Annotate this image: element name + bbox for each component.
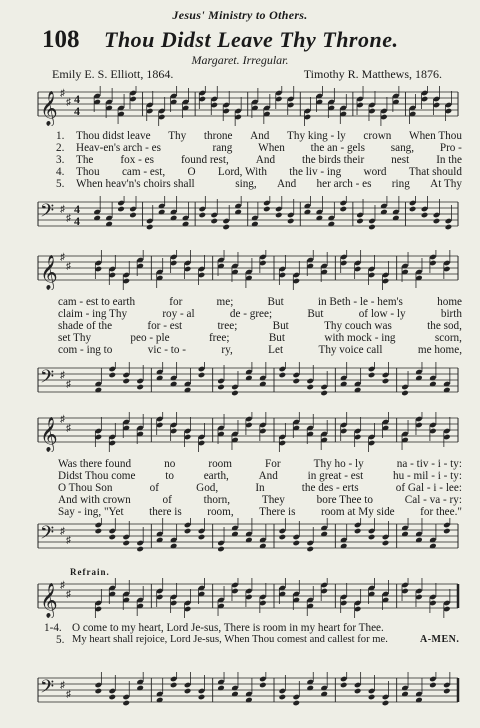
note-head xyxy=(136,384,144,391)
note-head xyxy=(109,372,117,379)
lyric-syllable-group: roy - al xyxy=(162,308,195,320)
sharp-icon: ♯ xyxy=(66,535,71,546)
lyric-syllable-group: tree; xyxy=(217,320,238,332)
lyric-syllable-group: me; xyxy=(216,296,234,308)
lyric-syllable-group: Didst Thou come xyxy=(58,470,136,482)
lyric-syllable-group: hu - mil - i - ty: xyxy=(392,470,462,482)
lyric-syllable-group: cam - est to earth xyxy=(58,296,136,308)
note-head xyxy=(95,688,103,695)
lyric-line xyxy=(58,458,462,470)
lyric-syllable-group: ry, xyxy=(221,344,233,356)
note-head xyxy=(306,546,314,553)
lyric-syllable-group: de - gree; xyxy=(229,308,273,320)
lyric-syllable-group: for xyxy=(169,296,183,308)
note-head xyxy=(368,224,376,231)
note-head xyxy=(340,682,348,689)
refrain-line-2-number: 5. xyxy=(56,634,65,646)
note-head xyxy=(210,218,218,225)
note-head xyxy=(199,212,207,219)
lyric-syllable-group: That should xyxy=(408,166,462,178)
note-head xyxy=(170,682,178,689)
lyric-syllable-group: There is xyxy=(259,506,296,518)
lyric-syllable-group: But xyxy=(268,332,285,344)
refrain-line-2: My heart shall rejoice, Lord Je-sus, When Thou comest and callest for me. xyxy=(72,634,388,645)
bass-staff-1 xyxy=(0,196,480,236)
lyric-syllable-group: the liv - ing xyxy=(289,166,342,178)
verse-number: 2. xyxy=(56,142,65,154)
treble-clef-icon: 𝄞 xyxy=(40,584,58,617)
lyric-syllable-group: of Gal - i - lee: xyxy=(395,482,462,494)
lyric-line xyxy=(58,506,462,518)
lyric-syllable-group: birth xyxy=(440,308,462,320)
sharp-icon: ♯ xyxy=(66,589,71,600)
note-head xyxy=(340,206,348,213)
lyric-syllable-group: The xyxy=(76,154,94,166)
bass-clef-icon: 𝄢 xyxy=(40,366,55,391)
lyric-syllable-group: sang, xyxy=(390,142,415,154)
note-head xyxy=(429,682,437,689)
note-head xyxy=(198,694,206,701)
lyric-syllable-group: Cal - va - ry: xyxy=(404,494,462,506)
note-head xyxy=(293,540,301,547)
lyric-syllable-group: thorn, xyxy=(203,494,231,506)
lyric-syllable-group: scorn, xyxy=(434,332,462,344)
composer-credit: Timothy R. Matthews, 1876. xyxy=(303,67,442,81)
lyric-syllable-group: there is xyxy=(149,506,182,518)
lyric-line xyxy=(58,308,462,320)
lyric-syllable-group: rang xyxy=(212,142,233,154)
sharp-icon: ♯ xyxy=(66,423,71,434)
sharp-icon: ♯ xyxy=(60,252,65,263)
note-head xyxy=(117,206,125,213)
lyric-syllable-group: O xyxy=(187,166,196,178)
note-head xyxy=(356,218,364,225)
bass-staff-refrain xyxy=(0,672,480,712)
note-head xyxy=(129,212,137,219)
note-head xyxy=(198,534,206,541)
sharp-icon: ♯ xyxy=(60,204,65,215)
lyric-syllable-group: vic - to - xyxy=(147,344,186,356)
lyric-syllable-group: throne xyxy=(203,130,233,142)
lyric-syllable-group: But xyxy=(267,296,284,308)
lyric-syllable-group: God, xyxy=(196,482,219,494)
lyric-syllable-group: For xyxy=(265,458,281,470)
sharp-icon: ♯ xyxy=(66,213,71,224)
note-head xyxy=(401,390,409,397)
note-head xyxy=(382,700,390,707)
amen-label: A-MEN. xyxy=(420,634,460,645)
treble-staff-2 xyxy=(0,250,480,290)
note-head xyxy=(293,700,301,707)
sharp-icon: ♯ xyxy=(60,414,65,425)
note-head xyxy=(146,224,154,231)
sharp-icon: ♯ xyxy=(60,680,65,691)
time-signature: 4 xyxy=(74,92,80,106)
refrain-line-1-number: 1-4. xyxy=(44,622,62,634)
note-head xyxy=(382,378,390,385)
lyric-syllable-group: Thou didst leave xyxy=(76,130,151,142)
bass-clef-icon: 𝄢 xyxy=(40,676,55,701)
lyric-line xyxy=(58,154,462,166)
lyric-syllable-group: room xyxy=(208,458,232,470)
lyric-syllable-group: earth, xyxy=(203,470,229,482)
lyric-syllable-group: set Thy xyxy=(58,332,92,344)
tune-meter: Margaret. Irregular. xyxy=(191,53,289,67)
note-head xyxy=(368,694,376,701)
lyric-syllable-group: But xyxy=(307,308,324,320)
note-head xyxy=(320,390,328,397)
lyric-syllable-group: When xyxy=(258,142,285,154)
lyric-line xyxy=(58,344,462,356)
note-head xyxy=(368,372,376,379)
note-head xyxy=(279,534,287,541)
bass-staff-3 xyxy=(0,518,480,558)
lyric-line xyxy=(58,494,462,506)
note-head xyxy=(275,212,283,219)
lyric-syllable-group: of xyxy=(149,482,159,494)
lyric-syllable-group: But xyxy=(272,320,289,332)
treble-clef-icon: 𝄞 xyxy=(40,418,58,451)
author-credit: Emily E. S. Elliott, 1864. xyxy=(52,67,174,81)
lyric-line xyxy=(58,332,462,344)
note-head xyxy=(109,694,117,701)
verse-number: 5. xyxy=(56,178,65,190)
lyric-syllable-group: In xyxy=(255,482,265,494)
treble-staff-1 xyxy=(0,86,480,126)
lyric-syllable-group: for thee." xyxy=(420,506,462,518)
lyric-syllable-group: Lord, With xyxy=(217,166,267,178)
lyric-syllable-group: They xyxy=(261,494,285,506)
lyric-syllable-group: the des - erts xyxy=(301,482,359,494)
verse-number: 3. xyxy=(56,154,65,166)
lyric-syllable-group: And xyxy=(255,154,276,166)
note-head xyxy=(259,682,267,689)
lyric-syllable-group: And xyxy=(258,470,278,482)
lyric-syllable-group: room at My side xyxy=(320,506,395,518)
lyric-syllable-group: in Beth - le - hem's xyxy=(317,296,403,308)
lyric-syllable-group: for - est xyxy=(147,320,183,332)
note-head xyxy=(109,534,117,541)
lyric-syllable-group: the birds their xyxy=(302,154,365,166)
lyric-syllable-group: fox - es xyxy=(120,154,154,166)
note-head xyxy=(122,378,130,385)
note-head xyxy=(217,546,225,553)
lyric-syllable-group: of xyxy=(162,494,172,506)
lyric-syllable-group: of low - ly xyxy=(358,308,406,320)
note-head xyxy=(122,540,130,547)
lyric-syllable-group: cam - est, xyxy=(121,166,166,178)
lyric-syllable-group: Thy ho - ly xyxy=(313,458,364,470)
lyric-line xyxy=(58,142,462,154)
lyric-syllable-group: her arch - es xyxy=(316,178,372,190)
note-head xyxy=(95,528,103,535)
sharp-icon: ♯ xyxy=(66,689,71,700)
note-head xyxy=(443,688,451,695)
lyric-syllable-group: free; xyxy=(208,332,230,344)
lyric-syllable-group: When Thou xyxy=(409,130,462,142)
sharp-icon: ♯ xyxy=(66,261,71,272)
bass-clef-icon: 𝄢 xyxy=(40,200,55,225)
note-head xyxy=(354,528,362,535)
lyric-syllable-group: sing, xyxy=(235,178,257,190)
lyric-syllable-group: crown xyxy=(363,130,392,142)
note-head xyxy=(136,546,144,553)
lyric-syllable-group: ring xyxy=(391,178,410,190)
lyric-syllable-group: Thy couch was xyxy=(324,320,392,332)
note-head xyxy=(122,700,130,707)
running-head: Jesus' Ministry to Others. xyxy=(172,8,308,22)
note-head xyxy=(287,218,295,225)
note-head xyxy=(445,224,453,231)
verse-number: 4. xyxy=(56,166,65,178)
bass-staff-2 xyxy=(0,362,480,402)
lyric-syllable-group: bore Thee to xyxy=(316,494,373,506)
note-head xyxy=(382,540,390,547)
lyric-syllable-group: And xyxy=(276,178,297,190)
note-head xyxy=(184,688,192,695)
verse-number: 1. xyxy=(56,130,65,142)
lyric-syllable-group: Thy xyxy=(168,130,187,142)
note-head xyxy=(222,224,230,231)
lyric-syllable-group: word xyxy=(363,166,387,178)
refrain-line-1: O come to my heart, Lord Je-sus, There is room in my heart for Thee. xyxy=(72,622,384,634)
lyric-line xyxy=(58,296,462,308)
lyric-syllable-group: found rest, xyxy=(180,154,229,166)
note-head xyxy=(198,372,206,379)
time-signature: 4 xyxy=(74,202,80,216)
lyric-syllable-group: O Thou Son xyxy=(58,482,113,494)
lyric-syllable-group: with mock - ing xyxy=(324,332,396,344)
treble-staff-3 xyxy=(0,412,480,452)
lyric-syllable-group: peo - ple xyxy=(130,332,170,344)
note-head xyxy=(231,390,239,397)
refrain-label: Refrain. xyxy=(70,567,110,577)
lyric-syllable-group: shade of the xyxy=(58,320,113,332)
lyric-line xyxy=(58,130,462,142)
sharp-icon: ♯ xyxy=(60,370,65,381)
note-head xyxy=(184,528,192,535)
treble-clef-icon: 𝄞 xyxy=(40,92,58,125)
hymn-title: Thou Didst Leave Thy Throne. xyxy=(104,27,399,52)
note-head xyxy=(279,372,287,379)
note-head xyxy=(368,534,376,541)
lyric-syllable-group: Heav-en's arch - es xyxy=(76,142,161,154)
time-signature: 4 xyxy=(74,214,80,228)
hymn-number: 108 xyxy=(42,26,80,53)
lyric-syllable-group: Was there found xyxy=(58,458,132,470)
lyric-syllable-group: When heav'n's choirs shall xyxy=(76,178,195,190)
treble-clef-icon: 𝄞 xyxy=(40,256,58,289)
note-head xyxy=(354,688,362,695)
lyric-syllable-group: room, xyxy=(207,506,234,518)
lyric-syllable-group: Say - ing, "Yet xyxy=(58,506,124,518)
note-head xyxy=(409,206,417,213)
sharp-icon: ♯ xyxy=(60,526,65,537)
note-head xyxy=(433,218,441,225)
note-head xyxy=(306,384,314,391)
sharp-icon: ♯ xyxy=(66,97,71,108)
lyric-syllable-group: in great - est xyxy=(307,470,364,482)
lyric-syllable-group: At Thy xyxy=(430,178,462,190)
note-head xyxy=(293,378,301,385)
lyric-syllable-group: claim - ing Thy xyxy=(58,308,128,320)
lyric-syllable-group: And with crown xyxy=(58,494,131,506)
lyric-syllable-group: And xyxy=(250,130,270,142)
lyric-syllable-group: the sod, xyxy=(427,320,462,332)
lyric-syllable-group: Thy king - ly xyxy=(287,130,346,142)
time-signature: 4 xyxy=(74,104,80,118)
sharp-icon: ♯ xyxy=(60,88,65,99)
note-head xyxy=(443,528,451,535)
lyric-line xyxy=(58,166,462,178)
bass-clef-icon: 𝄢 xyxy=(40,522,55,547)
lyric-syllable-group: the an - gels xyxy=(310,142,365,154)
note-head xyxy=(263,206,271,213)
treble-staff-refrain xyxy=(0,578,480,618)
lyric-line xyxy=(58,178,462,190)
lyric-syllable-group: com - ing to xyxy=(58,344,113,356)
lyric-syllable-group: Let xyxy=(268,344,284,356)
lyric-syllable-group: home xyxy=(437,296,462,308)
note-head xyxy=(217,384,225,391)
lyric-syllable-group: Thou xyxy=(76,166,100,178)
lyric-line xyxy=(58,320,462,332)
lyric-syllable-group: to xyxy=(165,470,174,482)
lyric-syllable-group: Thy voice call xyxy=(318,344,383,356)
lyric-syllable-group: na - tiv - i - ty: xyxy=(396,458,462,470)
lyric-syllable-group: In the xyxy=(436,154,462,166)
lyric-line xyxy=(58,470,462,482)
lyric-syllable-group: me home, xyxy=(417,344,462,356)
lyric-syllable-group: Pro - xyxy=(439,142,462,154)
note-head xyxy=(279,694,287,701)
lyric-syllable-group: no xyxy=(164,458,176,470)
sharp-icon: ♯ xyxy=(60,580,65,591)
lyric-syllable-group: nest xyxy=(391,154,410,166)
lyric-line xyxy=(58,482,462,494)
sharp-icon: ♯ xyxy=(66,379,71,390)
note-head xyxy=(421,212,429,219)
